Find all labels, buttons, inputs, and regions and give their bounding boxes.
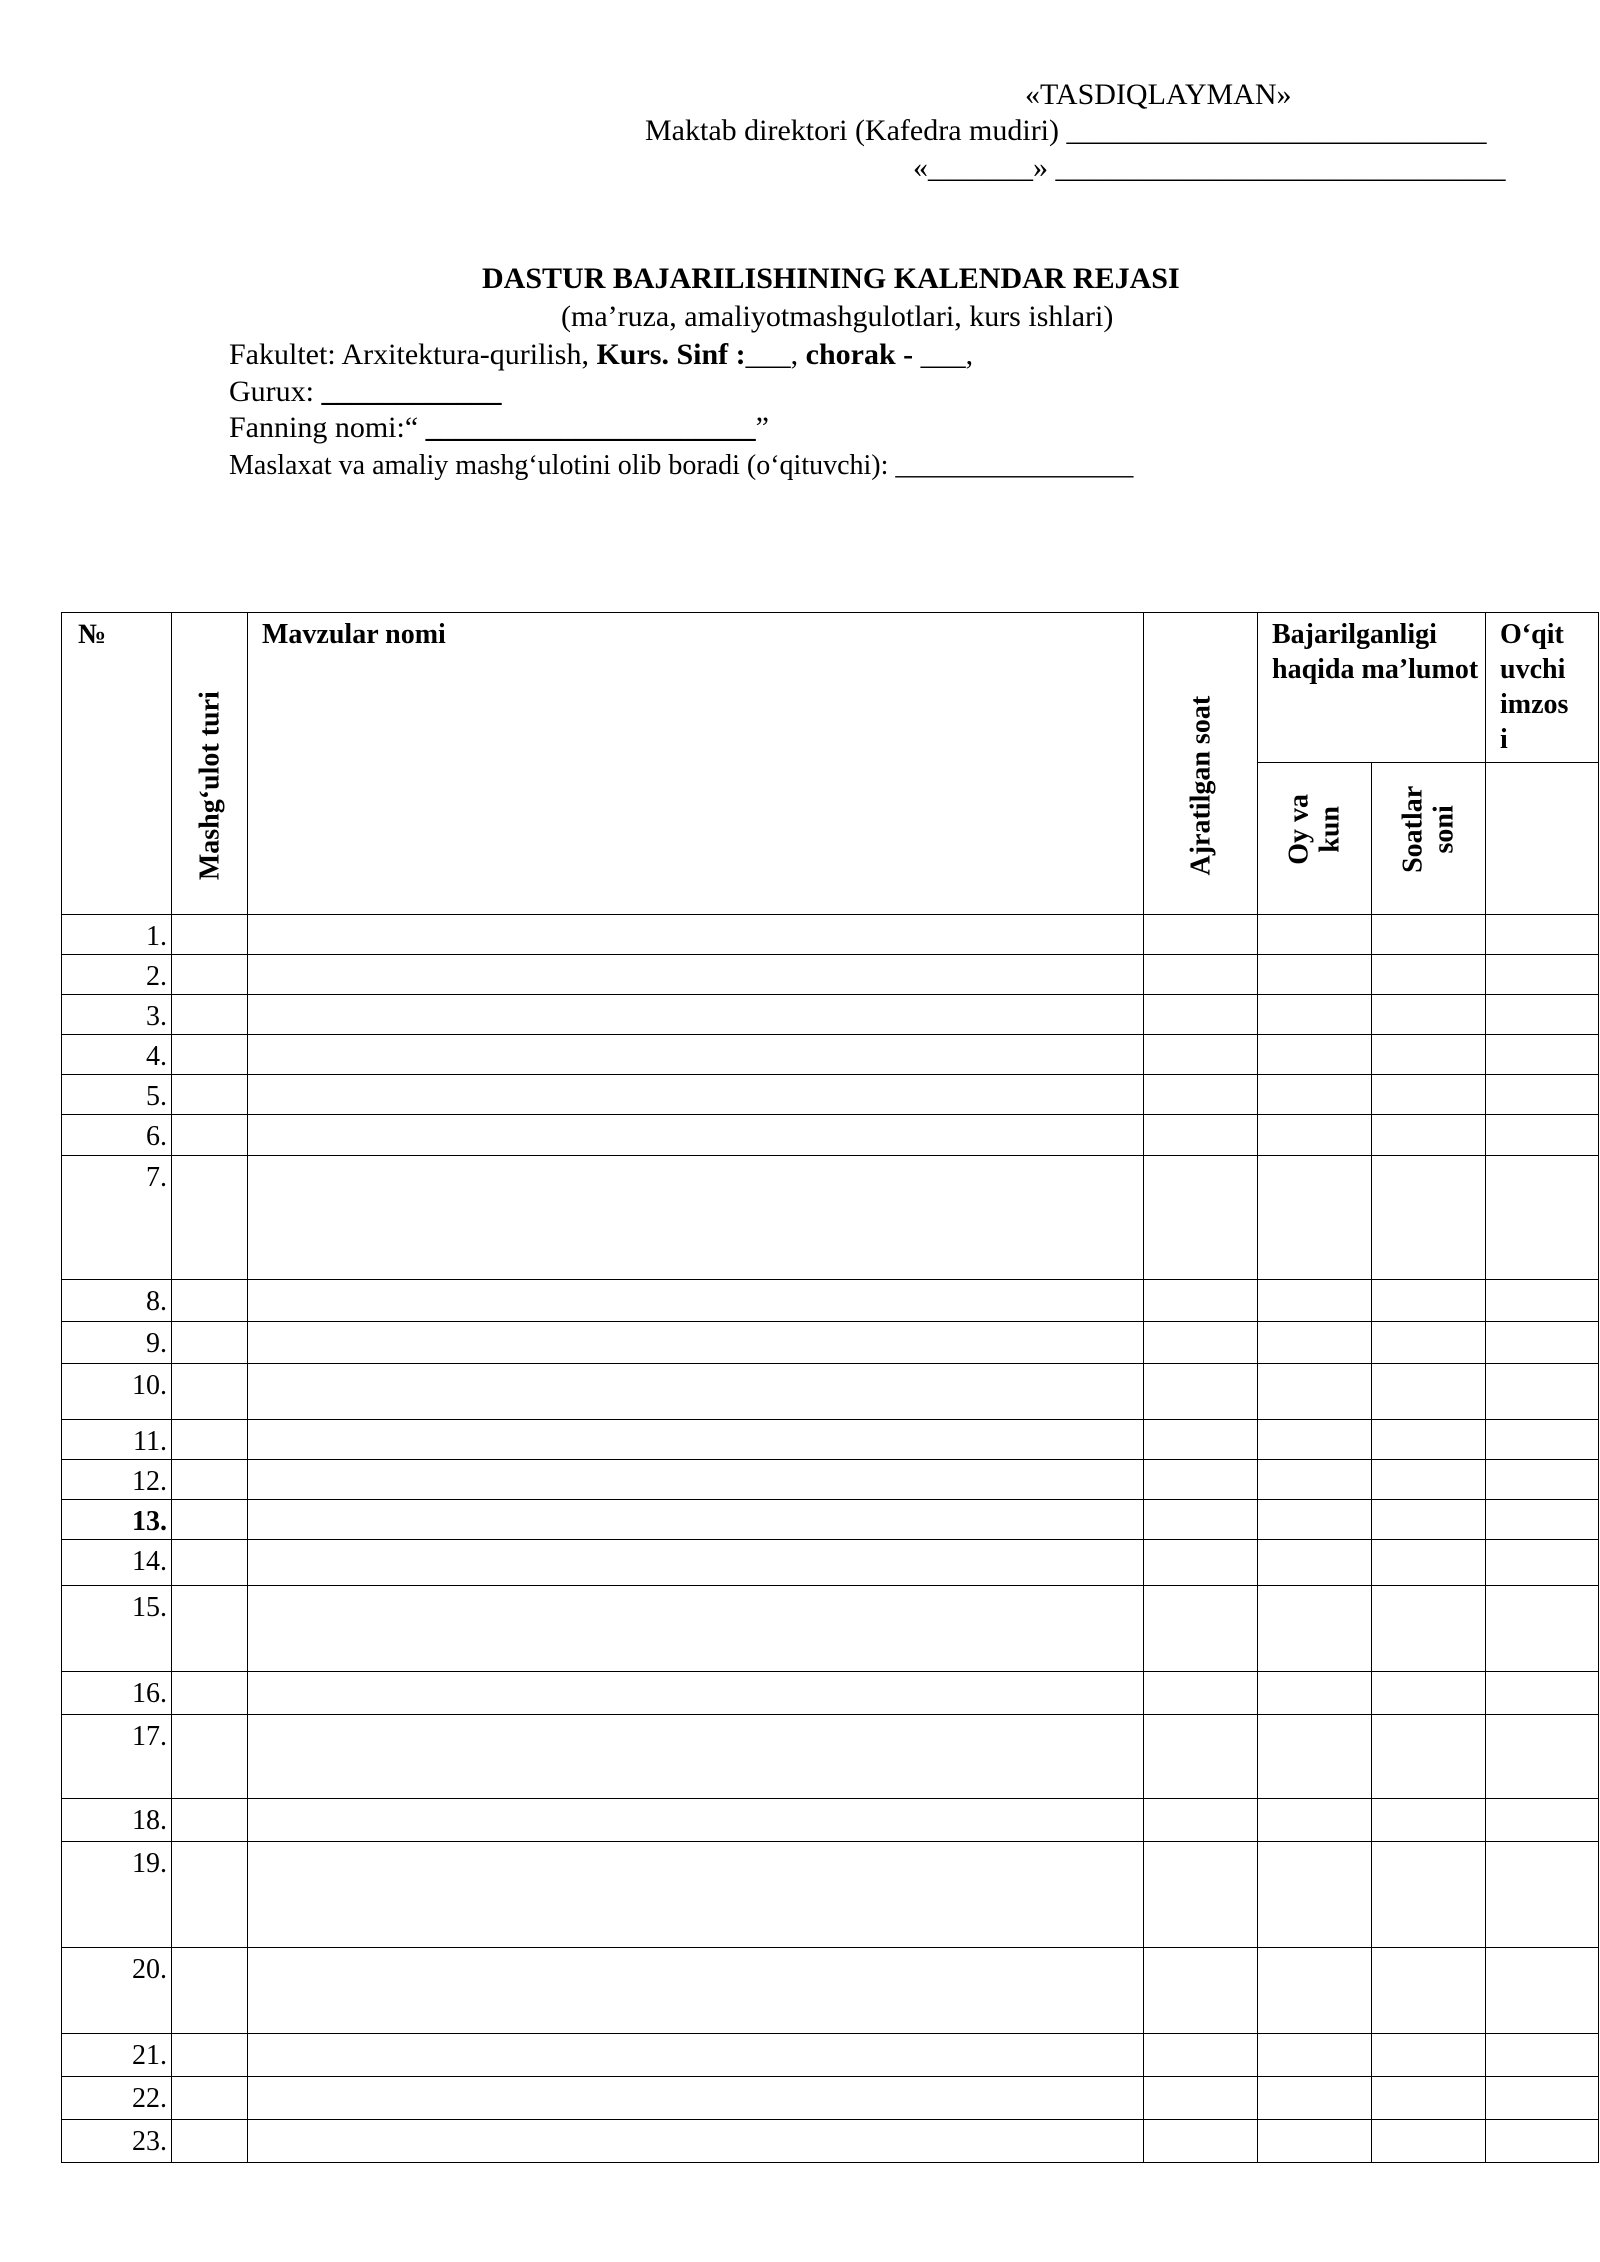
table-cell[interactable]: [1258, 1586, 1372, 1672]
table-cell[interactable]: [1144, 1842, 1258, 1948]
table-cell[interactable]: [1372, 1420, 1486, 1460]
table-row: [62, 1364, 1599, 1420]
table-cell[interactable]: [1258, 1075, 1372, 1115]
table-cell[interactable]: [248, 1156, 1144, 1280]
table-cell[interactable]: [248, 1500, 1144, 1540]
subject-blank: ______________________: [425, 411, 756, 444]
course-label: Kurs. Sinf :: [596, 338, 746, 371]
table-cell[interactable]: [248, 1075, 1144, 1115]
table-cell[interactable]: [172, 1035, 248, 1075]
table-cell[interactable]: [248, 1280, 1144, 1322]
group-blank: ____________: [321, 375, 502, 408]
table-cell[interactable]: [172, 2120, 248, 2163]
table-cell[interactable]: [1486, 1540, 1599, 1586]
table-cell[interactable]: [1372, 1500, 1486, 1540]
table-cell[interactable]: [1486, 995, 1599, 1035]
director-signature-line: Maktab direktori (Kafedra mudiri) ____________________________: [645, 114, 1487, 147]
table-cell[interactable]: [1372, 1460, 1486, 1500]
table-cell[interactable]: [172, 1280, 248, 1322]
table-cell[interactable]: [1258, 1799, 1372, 1842]
row-number: 21.: [62, 2034, 172, 2077]
row-number: 12.: [62, 1460, 172, 1500]
table-cell[interactable]: [248, 1540, 1144, 1586]
table-cell[interactable]: [1144, 1364, 1258, 1420]
table-cell[interactable]: [172, 1460, 248, 1500]
table-cell[interactable]: [1372, 2034, 1486, 2077]
table-cell[interactable]: [1486, 1586, 1599, 1672]
table-cell[interactable]: [172, 955, 248, 995]
table-cell[interactable]: [248, 1672, 1144, 1715]
row-number: 18.: [62, 1799, 172, 1842]
document-title: DASTUR BAJARILISHINING KALENDAR REJASI: [482, 262, 1180, 295]
approval-title: «TASDIQLAYMAN»: [1025, 78, 1292, 111]
table-cell[interactable]: [248, 1364, 1144, 1420]
table-cell[interactable]: [248, 1035, 1144, 1075]
table-cell[interactable]: [248, 2034, 1144, 2077]
table-cell[interactable]: [1486, 1500, 1599, 1540]
signature-line-3: imzos: [1500, 689, 1569, 720]
group-line: [229, 377, 502, 407]
quarter-blank: ___: [920, 338, 966, 371]
table-cell[interactable]: [1372, 1322, 1486, 1364]
table-cell[interactable]: [1144, 1115, 1258, 1156]
row-number: 14.: [62, 1540, 172, 1586]
table-cell[interactable]: [1258, 1322, 1372, 1364]
table-cell[interactable]: [172, 1156, 248, 1280]
table-cell[interactable]: [248, 1715, 1144, 1799]
table-cell[interactable]: [1486, 1322, 1599, 1364]
table-cell[interactable]: [1258, 1842, 1372, 1948]
table-cell[interactable]: [1144, 1460, 1258, 1500]
table-cell[interactable]: [1486, 1156, 1599, 1280]
table-cell[interactable]: [248, 1586, 1144, 1672]
table-cell[interactable]: [1486, 1115, 1599, 1156]
table-row: [62, 1948, 1599, 2034]
table-cell[interactable]: [1372, 995, 1486, 1035]
table-cell[interactable]: [1486, 1280, 1599, 1322]
table-row: [62, 1156, 1599, 1280]
table-cell[interactable]: [1258, 2034, 1372, 2077]
quarter-label: chorak -: [805, 338, 921, 371]
row-number: 8.: [62, 1280, 172, 1322]
table-cell[interactable]: [1144, 1715, 1258, 1799]
row-number: 20.: [62, 1948, 172, 2034]
table-row: [62, 955, 1599, 995]
table-cell[interactable]: [1486, 2077, 1599, 2120]
table-cell[interactable]: [1144, 1156, 1258, 1280]
table-cell[interactable]: [248, 1115, 1144, 1156]
table-cell[interactable]: [1258, 1672, 1372, 1715]
table-row: [62, 2034, 1599, 2077]
table-cell[interactable]: [1486, 1460, 1599, 1500]
table-cell[interactable]: [1258, 1364, 1372, 1420]
table-cell[interactable]: [172, 1115, 248, 1156]
table-cell[interactable]: [1486, 915, 1599, 955]
table-row: [62, 1420, 1599, 1460]
row-number: 2.: [62, 955, 172, 995]
header-hours-label: Ajratilgan soat: [1184, 695, 1216, 876]
row-number: 4.: [62, 1035, 172, 1075]
group-label: Gurux:: [229, 375, 322, 408]
row-number: 17.: [62, 1715, 172, 1799]
row-number: 7.: [62, 1156, 172, 1280]
table-cell[interactable]: [1372, 1672, 1486, 1715]
row-number: 1.: [62, 915, 172, 955]
table-cell[interactable]: [1486, 1364, 1599, 1420]
table-row: [62, 1500, 1599, 1540]
table-cell[interactable]: [1258, 1540, 1372, 1586]
table-row: [62, 1075, 1599, 1115]
table-cell[interactable]: [1372, 1035, 1486, 1075]
teacher-line: Maslaxat va amaliy mashg‘ulotini olib boradi (o‘qituvchi): _________________: [229, 450, 1134, 481]
calendar-plan-table: [61, 612, 1599, 2163]
table-cell[interactable]: [248, 1842, 1144, 1948]
signature-line-2: uvchi: [1500, 654, 1566, 685]
table-cell[interactable]: [1258, 1115, 1372, 1156]
table-cell[interactable]: [248, 1322, 1144, 1364]
approval-date-line: «_______» ______________________________: [913, 151, 1506, 184]
table-cell[interactable]: [172, 1948, 248, 2034]
row-number: 16.: [62, 1672, 172, 1715]
table-cell[interactable]: [1372, 1540, 1486, 1586]
table-cell[interactable]: [1144, 1586, 1258, 1672]
table-cell[interactable]: [1144, 1540, 1258, 1586]
table-row: [62, 1799, 1599, 1842]
table-cell[interactable]: [248, 955, 1144, 995]
table-cell[interactable]: [1372, 1280, 1486, 1322]
signature-line-4: i: [1500, 724, 1508, 755]
document-subtitle: (ma’ruza, amaliyotmashgulotlari, kurs ishlari): [561, 300, 1114, 333]
table-row: [62, 1460, 1599, 1500]
table-row: [62, 1280, 1599, 1322]
subject-close-quote: ”: [755, 411, 769, 444]
table-cell[interactable]: [1258, 955, 1372, 995]
header-completion-info: Bajarilganligi haqida ma’lumot: [1258, 613, 1486, 763]
table-row: [62, 2120, 1599, 2163]
table-cell[interactable]: [172, 1586, 248, 1672]
table-cell[interactable]: [1144, 995, 1258, 1035]
table-cell[interactable]: [1144, 2120, 1258, 2163]
table-cell[interactable]: [172, 1799, 248, 1842]
table-cell[interactable]: [1144, 1322, 1258, 1364]
table-cell[interactable]: [1144, 1280, 1258, 1322]
table-cell[interactable]: [1144, 1672, 1258, 1715]
header-hours-count-label: Soatlar soni: [1397, 786, 1460, 874]
table-cell[interactable]: [1372, 1115, 1486, 1156]
table-cell[interactable]: [248, 1460, 1144, 1500]
table-cell[interactable]: [1372, 955, 1486, 995]
table-cell[interactable]: [172, 2077, 248, 2120]
table-cell[interactable]: [1372, 2120, 1486, 2163]
table-cell[interactable]: [248, 915, 1144, 955]
table-cell[interactable]: [1144, 2034, 1258, 2077]
table-cell[interactable]: [1486, 1842, 1599, 1948]
table-cell[interactable]: [172, 1420, 248, 1460]
table-cell[interactable]: [1486, 1672, 1599, 1715]
row-number: 6.: [62, 1115, 172, 1156]
table-cell[interactable]: [172, 1842, 248, 1948]
table-cell[interactable]: [172, 1540, 248, 1586]
header-lesson-type: [172, 613, 248, 915]
table-row: [62, 1672, 1599, 1715]
header-date: [1258, 763, 1372, 915]
table-row: [62, 1842, 1599, 1948]
separator: ,: [965, 338, 974, 371]
row-number: 23.: [62, 2120, 172, 2163]
table-cell[interactable]: [1372, 1715, 1486, 1799]
faculty-line: [229, 340, 973, 370]
table-cell[interactable]: [1258, 2120, 1372, 2163]
table-cell[interactable]: [1144, 955, 1258, 995]
table-cell[interactable]: [172, 1672, 248, 1715]
table-cell[interactable]: [172, 1322, 248, 1364]
table-cell[interactable]: [1258, 1948, 1372, 2034]
table-cell[interactable]: [248, 1799, 1144, 1842]
table-cell[interactable]: [1258, 1500, 1372, 1540]
table-cell[interactable]: [1258, 1156, 1372, 1280]
header-date-label: Oy va kun: [1283, 794, 1346, 866]
subject-label: Fanning nomi:“: [229, 411, 426, 444]
table-cell[interactable]: [1144, 1035, 1258, 1075]
table-cell[interactable]: [248, 1948, 1144, 2034]
table-row: [62, 915, 1599, 955]
table-cell[interactable]: [1486, 2120, 1599, 2163]
table-cell[interactable]: [1372, 1075, 1486, 1115]
row-number: 3.: [62, 995, 172, 1035]
table-cell[interactable]: [1258, 995, 1372, 1035]
table-cell[interactable]: [172, 2034, 248, 2077]
table-cell[interactable]: [248, 1420, 1144, 1460]
row-number: 11.: [62, 1420, 172, 1460]
table-cell[interactable]: [1258, 2077, 1372, 2120]
course-blank: ___: [745, 338, 791, 371]
table-cell[interactable]: [1372, 1156, 1486, 1280]
table-cell[interactable]: [172, 915, 248, 955]
table-cell[interactable]: [1372, 1586, 1486, 1672]
table-cell[interactable]: [1258, 1460, 1372, 1500]
row-number: 13.: [62, 1500, 172, 1540]
table-cell[interactable]: [1258, 1280, 1372, 1322]
table-cell[interactable]: [1258, 1035, 1372, 1075]
table-cell[interactable]: [1144, 2077, 1258, 2120]
table-cell[interactable]: [1372, 915, 1486, 955]
table-cell[interactable]: [172, 995, 248, 1035]
table-cell[interactable]: [172, 1715, 248, 1799]
signature-line-1: O‘qit: [1500, 619, 1564, 650]
table-row: [62, 1035, 1599, 1075]
header-hours: [1144, 613, 1258, 915]
table-row: [62, 995, 1599, 1035]
row-number: 15.: [62, 1586, 172, 1672]
table-cell[interactable]: [1372, 1799, 1486, 1842]
subject-line: [229, 413, 769, 443]
table-cell[interactable]: [1372, 2077, 1486, 2120]
table-cell[interactable]: [1144, 1075, 1258, 1115]
table-cell[interactable]: [1372, 1948, 1486, 2034]
row-number: 19.: [62, 1842, 172, 1948]
table-cell[interactable]: [1486, 1035, 1599, 1075]
row-number: 10.: [62, 1364, 172, 1420]
table-row: [62, 1540, 1599, 1586]
table-row: [62, 1586, 1599, 1672]
table-cell[interactable]: [172, 1075, 248, 1115]
table-cell[interactable]: [1486, 955, 1599, 995]
table-row: [62, 1115, 1599, 1156]
table-cell[interactable]: [1486, 1075, 1599, 1115]
table-cell[interactable]: [1372, 1842, 1486, 1948]
table-cell[interactable]: [1144, 1500, 1258, 1540]
table-row: [62, 1322, 1599, 1364]
row-number: 5.: [62, 1075, 172, 1115]
table-cell[interactable]: [1486, 1948, 1599, 2034]
table-cell[interactable]: [1144, 1420, 1258, 1460]
table-cell[interactable]: [1486, 1715, 1599, 1799]
table-cell[interactable]: [248, 2120, 1144, 2163]
table-cell[interactable]: [1258, 915, 1372, 955]
header-number: №: [62, 613, 172, 915]
table-cell[interactable]: [248, 2077, 1144, 2120]
header-topic: Mavzular nomi: [248, 613, 1144, 915]
table-cell[interactable]: [1486, 1799, 1599, 1842]
header-lesson-type-label: Mashg‘ulot turi: [193, 690, 225, 880]
table-cell[interactable]: [1486, 2034, 1599, 2077]
table-cell[interactable]: [1144, 1799, 1258, 1842]
header-teacher-signature: [1486, 613, 1599, 763]
table-row: [62, 1715, 1599, 1799]
table-cell[interactable]: [172, 1364, 248, 1420]
table-row: [62, 2077, 1599, 2120]
table-cell[interactable]: [1486, 1420, 1599, 1460]
table-cell[interactable]: [1144, 1948, 1258, 2034]
table-cell[interactable]: [172, 1500, 248, 1540]
row-number: 22.: [62, 2077, 172, 2120]
table-cell[interactable]: [248, 995, 1144, 1035]
separator: ,: [790, 338, 806, 371]
faculty-label: Fakultet: Arxitektura-qurilish,: [229, 338, 597, 371]
table-cell[interactable]: [1258, 1715, 1372, 1799]
table-cell[interactable]: [1372, 1364, 1486, 1420]
header-hours-count: [1372, 763, 1486, 915]
header-signature-blank: [1486, 763, 1599, 915]
table-cell[interactable]: [1144, 915, 1258, 955]
table-cell[interactable]: [1258, 1420, 1372, 1460]
row-number: 9.: [62, 1322, 172, 1364]
